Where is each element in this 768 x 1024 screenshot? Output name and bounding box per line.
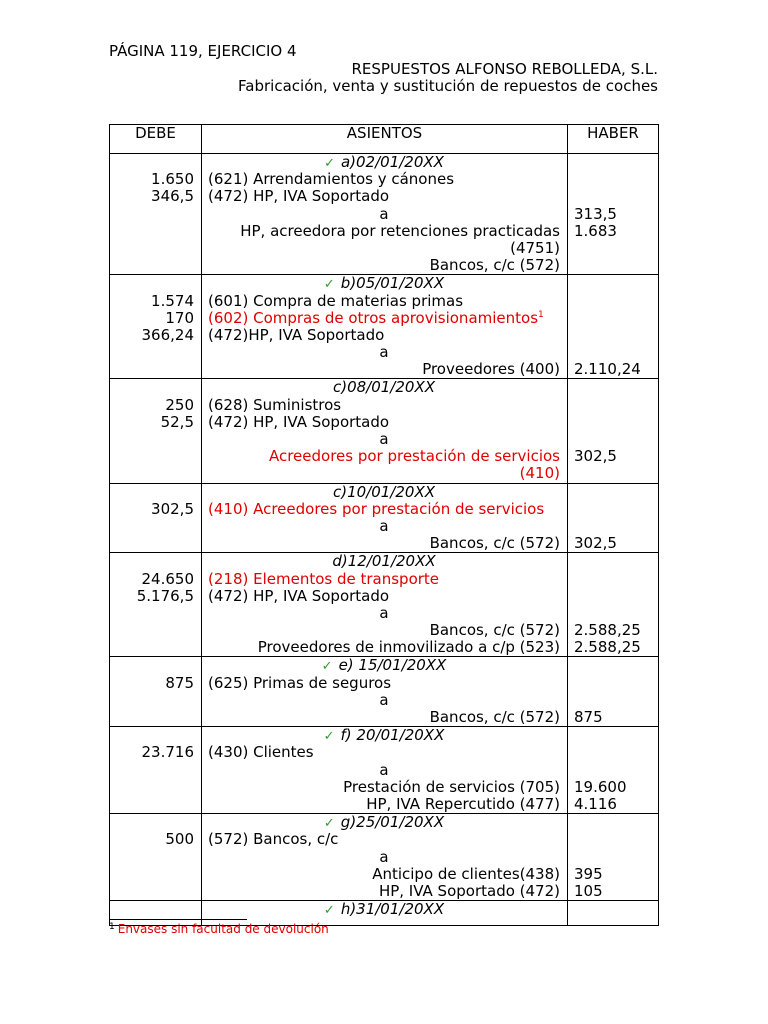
asiento-cell — [202, 379, 568, 483]
debe-amount: 52,5 — [160, 412, 194, 431]
company-subtitle: Fabricación, venta y sustitución de repuestos de coches — [238, 77, 658, 95]
haber-amount: 2.110,24 — [574, 360, 641, 379]
haber-amount: 2.588,25 — [574, 621, 641, 640]
journal-entry-c — [110, 379, 659, 483]
checkmark-icon: ✓ — [323, 903, 335, 919]
debe-amount: 250 — [165, 395, 194, 414]
debe-amount: 346,5 — [151, 187, 194, 206]
debe-cell — [110, 275, 202, 379]
connector-a: a — [379, 430, 389, 448]
entry-date: f) 20/01/20XX — [340, 726, 445, 745]
connector-a: a — [379, 516, 389, 535]
connector-a: a — [379, 343, 389, 362]
asiento-cell — [202, 814, 568, 901]
haber-amount: 1.683 — [574, 221, 617, 240]
debe-amount: 366,24 — [141, 325, 194, 344]
footnote-ref: 1 — [538, 309, 544, 320]
asiento-cell — [202, 553, 568, 657]
checkmark-icon: ✓ — [324, 156, 335, 171]
entry-date: d)12/01/20XX — [332, 552, 436, 571]
debe-amount: 5.176,5 — [136, 586, 194, 605]
entry-date: c)10/01/20XX — [332, 482, 436, 501]
debe-cell — [110, 154, 202, 275]
connector-a: a — [379, 204, 389, 223]
credit-account-code: (4751) — [510, 238, 560, 257]
credit-account: Bancos, c/c (572) — [429, 256, 560, 275]
entry-date: h)31/01/20XX — [340, 900, 445, 919]
debit-account: (572) Bancos, c/c — [208, 830, 339, 849]
debe-amount: 302,5 — [151, 499, 194, 518]
haber-cell — [568, 814, 659, 901]
connector-a: a — [379, 603, 389, 622]
asiento-cell — [202, 657, 568, 727]
journal-entry-e — [110, 657, 659, 727]
asiento-cell — [202, 154, 568, 275]
asiento-cell — [202, 483, 568, 553]
entry-date: b)05/01/20XX — [340, 274, 445, 293]
entry-date: g)25/01/20XX — [340, 813, 445, 832]
debe-cell — [110, 553, 202, 657]
company-name: RESPUESTOS ALFONSO REBOLLEDA, S.L. — [351, 60, 658, 78]
credit-account: Bancos, c/c (572) — [429, 621, 560, 640]
debit-account: (628) Suministros — [208, 395, 342, 414]
debit-account: (472)HP, IVA Soportado — [208, 325, 385, 344]
haber-amount: 302,5 — [574, 447, 617, 466]
haber-cell — [568, 379, 659, 483]
debit-account: (430) Clientes — [208, 743, 314, 762]
haber-amount: 105 — [574, 881, 603, 900]
haber-cell — [568, 553, 659, 657]
credit-account: Proveedores (400) — [422, 360, 560, 379]
haber-cell — [568, 727, 659, 814]
journal-table — [109, 124, 659, 926]
debe-amount: 24.650 — [141, 569, 194, 588]
credit-account: HP, acreedora por retenciones practicadas — [240, 221, 560, 240]
debit-account: (472) HP, IVA Soportado — [208, 586, 390, 605]
credit-account: Proveedores de inmovilizado a c/p (523) — [257, 638, 560, 657]
journal-entry-b — [110, 275, 659, 379]
debit-account: (410) Acreedores por prestación de servicios — [208, 499, 545, 518]
debe-header: DEBE — [110, 125, 202, 154]
debit-account: (601) Compra de materias primas — [208, 291, 464, 310]
debit-account: (625) Primas de seguros — [208, 673, 392, 692]
debe-amount: 23.716 — [141, 743, 194, 762]
debe-amount: 170 — [165, 308, 194, 327]
journal-entry-f — [110, 727, 659, 814]
footnote-divider — [109, 919, 247, 920]
debe-cell — [110, 727, 202, 814]
connector-a: a — [379, 847, 389, 866]
debit-account: (472) HP, IVA Soportado — [208, 412, 390, 431]
journal-entry-d — [110, 553, 659, 657]
debit-account: (602) Compras de otros aprovisionamientos — [208, 308, 539, 327]
debe-cell — [110, 814, 202, 901]
debe-cell — [110, 483, 202, 553]
haber-cell — [568, 275, 659, 379]
haber-amount: 2.588,25 — [574, 638, 641, 657]
credit-account: Acreedores por prestación de servicios — [268, 447, 560, 466]
debe-amount: 1.650 — [151, 170, 194, 189]
debe-amount: 1.574 — [151, 291, 194, 310]
asientos-header: ASIENTOS — [202, 125, 568, 154]
debe-cell — [110, 657, 202, 727]
checkmark-icon: ✓ — [323, 277, 335, 293]
debe-cell — [110, 379, 202, 483]
debit-account: (621) Arrendamientos y cánones — [208, 170, 455, 189]
footnote-text: Envases sin facultad de devolución — [117, 922, 329, 936]
haber-amount: 4.116 — [574, 794, 617, 813]
entry-date: c)08/01/20XX — [332, 378, 436, 397]
debit-account: (218) Elementos de transporte — [208, 569, 440, 588]
haber-amount: 19.600 — [574, 777, 627, 796]
haber-amount: 395 — [574, 864, 603, 883]
credit-account: Anticipo de clientes(438) — [372, 864, 560, 883]
haber-amount: 302,5 — [574, 534, 617, 553]
haber-cell — [568, 154, 659, 275]
haber-cell — [568, 657, 659, 727]
haber-cell — [568, 901, 659, 926]
footnote-mark: 1 — [109, 922, 115, 932]
credit-account-code: (410) — [519, 464, 560, 483]
connector-a: a — [379, 690, 389, 709]
journal-entry-a — [110, 154, 659, 275]
footnote — [109, 922, 329, 936]
entry-date: e) 15/01/20XX — [338, 656, 447, 675]
journal-entry-c2 — [110, 483, 659, 553]
table-header-row — [110, 125, 659, 154]
entry-date: a)02/01/20XX — [340, 153, 444, 171]
checkmark-icon: ✓ — [323, 816, 335, 832]
haber-amount: 875 — [574, 708, 603, 726]
haber-header: HABER — [568, 125, 659, 154]
haber-amount: 313,5 — [574, 204, 617, 223]
asiento-cell — [202, 275, 568, 379]
debit-account: (472) HP, IVA Soportado — [208, 187, 390, 206]
credit-account: HP, IVA Soportado (472) — [378, 881, 560, 900]
debe-amount: 500 — [165, 830, 194, 849]
asiento-cell — [202, 727, 568, 814]
journal-entry-g — [110, 814, 659, 901]
checkmark-icon: ✓ — [323, 729, 335, 745]
connector-a: a — [379, 760, 389, 779]
debe-amount: 875 — [165, 673, 194, 692]
credit-account: Bancos, c/c (572) — [429, 534, 560, 553]
checkmark-icon: ✓ — [321, 659, 333, 675]
page-title: PÁGINA 119, EJERCICIO 4 — [109, 42, 297, 60]
credit-account: HP, IVA Repercutido (477) — [366, 794, 560, 813]
haber-cell — [568, 483, 659, 553]
credit-account: Bancos, c/c (572) — [429, 708, 560, 726]
credit-account: Prestación de servicios (705) — [343, 777, 560, 796]
